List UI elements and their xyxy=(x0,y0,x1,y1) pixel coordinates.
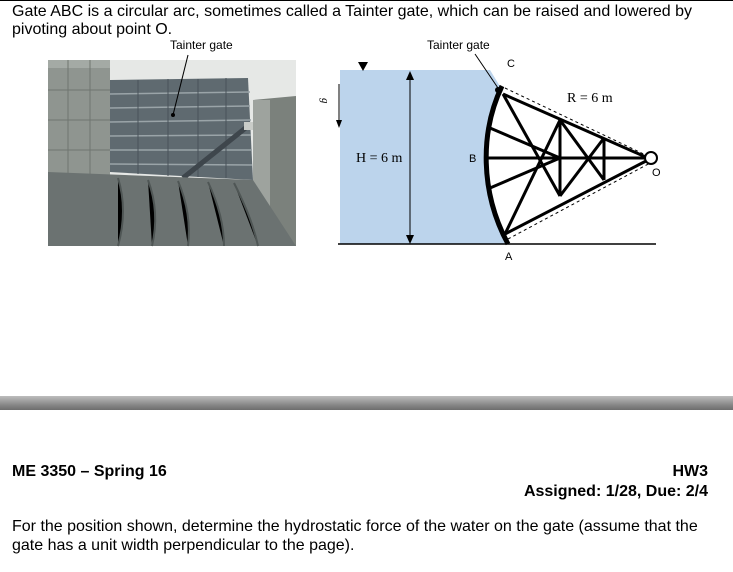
problem-intro: Gate ABC is a circular arc, sometimes called a Tainter gate, which can be raised and lowered by pivoting about point O. xyxy=(12,3,693,38)
gravity-label: g xyxy=(319,98,331,104)
free-surface-marker xyxy=(358,62,368,71)
point-b-label: B xyxy=(469,153,477,165)
point-c-label: C xyxy=(507,58,515,70)
tainter-gate-photo xyxy=(48,60,296,246)
radius-label: R = 6 m xyxy=(567,91,613,106)
assigned-dates: Assigned: 1/28, Due: 2/4 xyxy=(523,483,708,500)
section-divider xyxy=(0,396,733,410)
course-title: ME 3350 – Spring 16 xyxy=(12,463,167,480)
diagram-gate-label: Tainter gate xyxy=(427,38,490,52)
point-o-label: O xyxy=(652,167,661,179)
pivot-point xyxy=(645,152,657,164)
top-rule xyxy=(0,0,733,1)
gate-truss xyxy=(488,94,648,234)
homework-number: HW3 xyxy=(672,463,708,480)
photo-label: Tainter gate xyxy=(170,38,233,52)
problem-question: For the position shown, determine the hydrostatic force of the water on the gate (assume that the gate has a unit width perpendicular to the page). xyxy=(12,518,698,554)
point-a-label: A xyxy=(505,251,513,263)
height-label: H = 6 m xyxy=(356,151,403,166)
gate-diagram xyxy=(319,36,670,271)
